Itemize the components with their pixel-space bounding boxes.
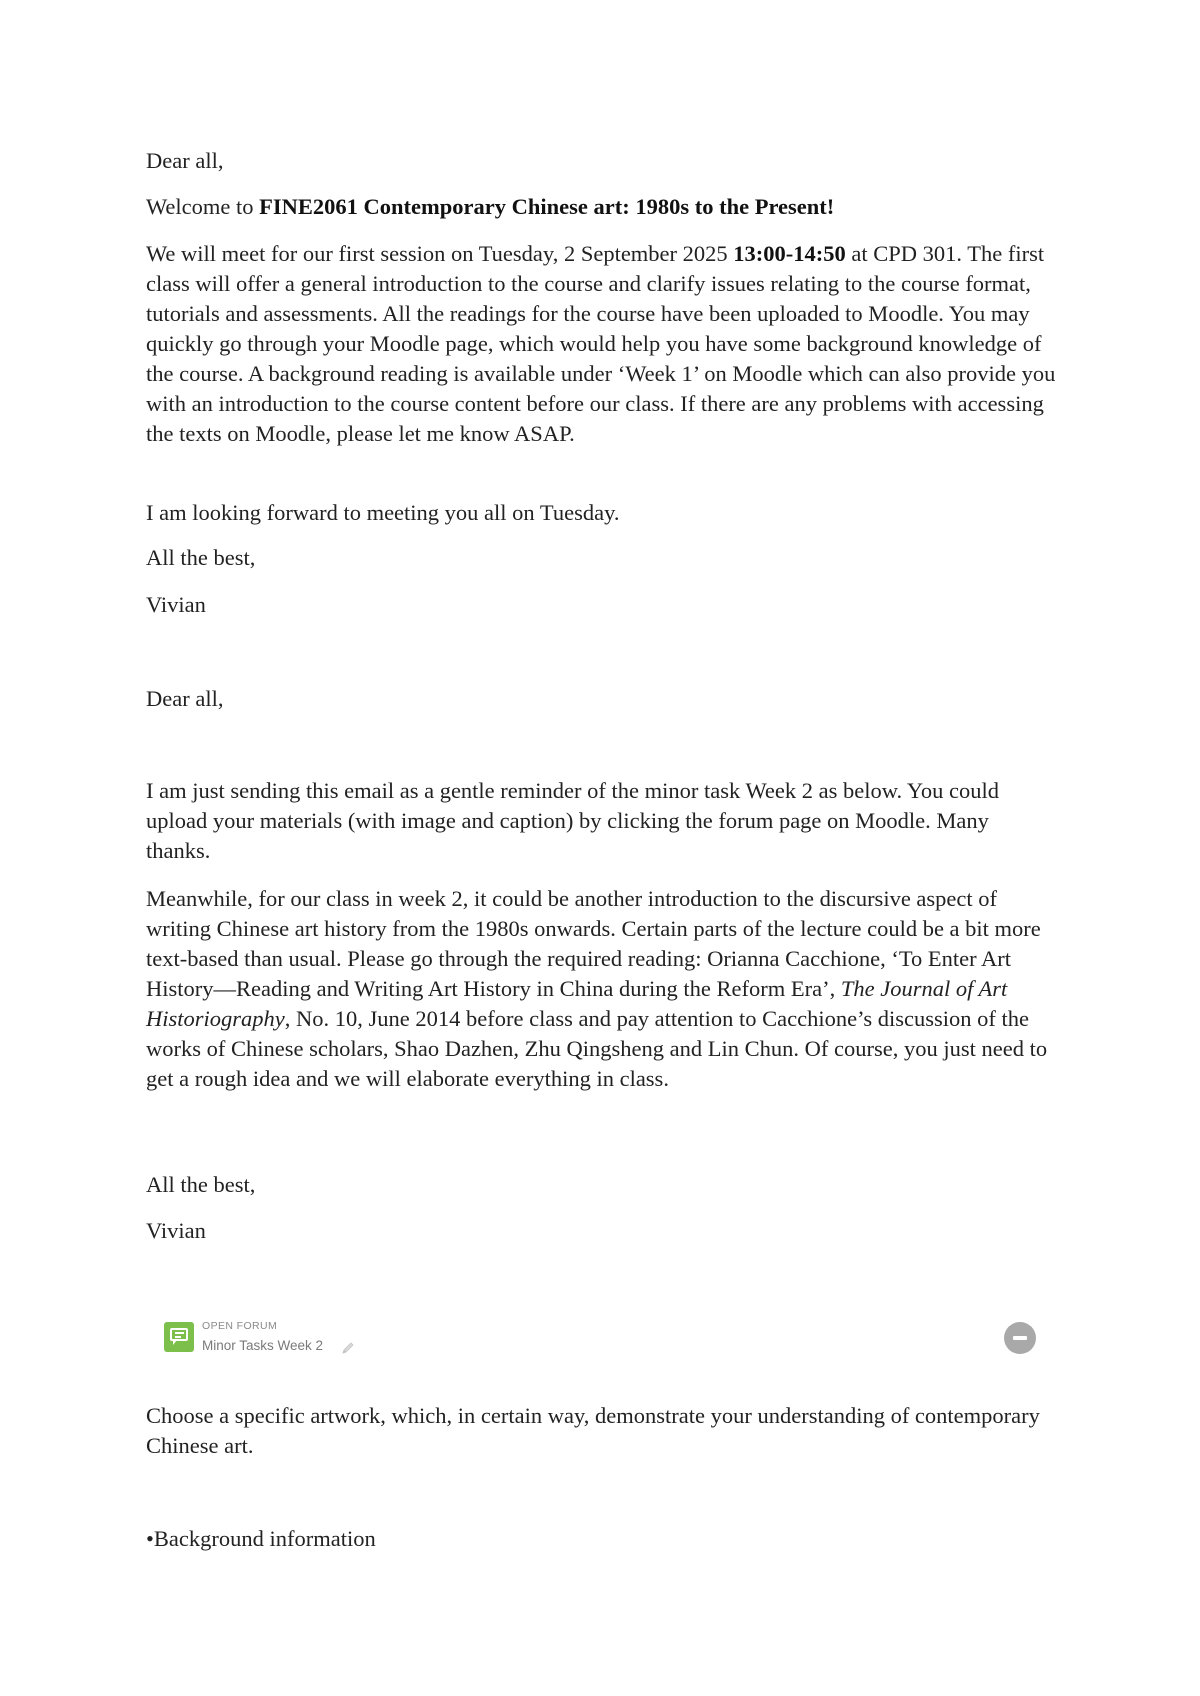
reading-suffix: , No. 10, June 2014 before class and pay attention to Cacchione’s discussion of the works of Chinese scholars, Shao Dazhen, Zhu Qingsheng and Lin Chun. Of course, you just need to get a rough idea and we will elaborate everything in class.	[146, 1006, 1048, 1091]
email2-greeting: Dear all,	[146, 686, 224, 711]
email2-reading-paragraph	[146, 884, 1056, 1094]
pencil-icon[interactable]	[340, 1340, 356, 1356]
session-prefix: We will meet for our first session on Tuesday, 2 September 2025	[146, 241, 734, 266]
task-instruction: Choose a specific artwork, which, in certain way, demonstrate your understanding of contemporary Chinese art.	[146, 1403, 1040, 1458]
reading-prefix: Meanwhile, for our class in week 2, it could be another introduction to the discursive aspect of writing Chinese art history from the 1980s onwards. Certain parts of the lecture could be a bit more text-based than usual. Please go through the required reading: Orianna Cacchione, ‘To Enter Art History—Reading and Writing Art History in China during the Reform Era’,	[146, 886, 1041, 1001]
email2-signoff: All the best,	[146, 1172, 256, 1197]
email1-signoff: All the best,	[146, 545, 256, 570]
email1-signature: Vivian	[146, 592, 206, 617]
minus-circle-icon[interactable]	[1004, 1322, 1036, 1354]
course-title: FINE2061 Contemporary Chinese art: 1980s to the Present!	[259, 194, 835, 219]
email2-signature: Vivian	[146, 1218, 206, 1243]
email1-welcome	[146, 192, 1056, 222]
email1-greeting: Dear all,	[146, 148, 224, 173]
session-time: 13:00-14:50	[733, 241, 846, 266]
task-bullet-background: •Background information	[146, 1526, 376, 1551]
forum-type-label: OPEN FORUM	[202, 1320, 278, 1332]
session-details: at CPD 301. The first class will offer a general introduction to the course and clarify issues relating to the course format, tutorials and assessments. All the readings for the course have been uploaded to Moodle. You may quickly go through your Moodle page, which would help you have some background knowledge of the course. A background reading is available under ‘Week 1’ on Moodle which can also provide you with an introduction to the course content before our class. If there are any problems with accessing the texts on Moodle, please let me know ASAP.	[146, 241, 1056, 446]
moodle-forum-activity[interactable]	[164, 1318, 1044, 1364]
journal-title: The Journal of Art Historiography	[146, 976, 1008, 1031]
email1-session-paragraph	[146, 239, 1056, 449]
forum-icon	[164, 1322, 194, 1352]
email1-looking-forward: I am looking forward to meeting you all on Tuesday.	[146, 500, 620, 525]
forum-name-link[interactable]: Minor Tasks Week 2	[202, 1338, 324, 1353]
email2-reminder: I am just sending this email as a gentle reminder of the minor task Week 2 as below. You could upload your materials (with image and caption) by clicking the forum page on Moodle. Many thanks.	[146, 778, 1000, 863]
welcome-prefix: Welcome to	[146, 194, 260, 219]
